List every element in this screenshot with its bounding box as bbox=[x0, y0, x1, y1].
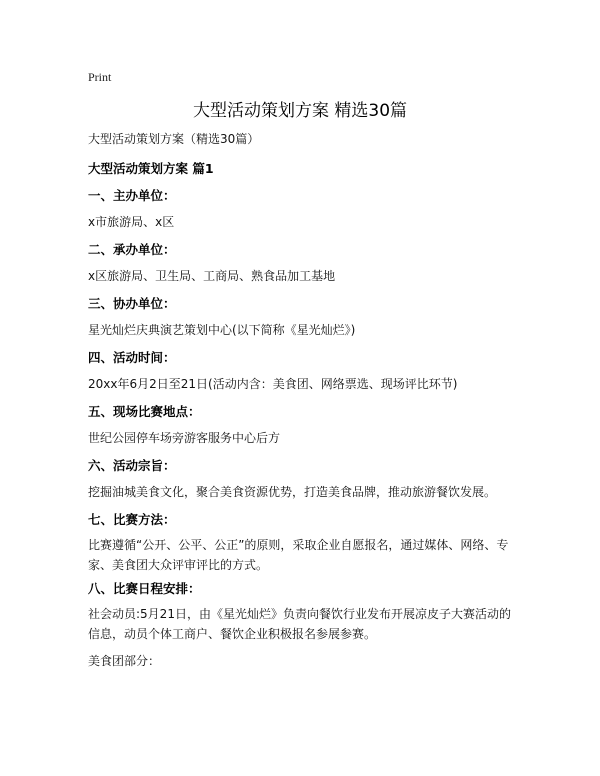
print-label: Print bbox=[88, 70, 112, 84]
section-text: 挖掘油城美食文化，聚合美食资源优势，打造美食品牌，推动旅游餐饮发展。 bbox=[88, 485, 497, 499]
section-text: 世纪公园停车场旁游客服务中心后方 bbox=[88, 431, 281, 445]
document-subtitle: 大型活动策划方案（精选30篇） bbox=[88, 132, 260, 146]
section-heading: 四、活动时间： bbox=[88, 350, 176, 365]
section-text: x市旅游局、x区 bbox=[88, 215, 175, 229]
section-heading: 八、比赛日程安排： bbox=[88, 581, 201, 596]
section-text: 社会动员:5月21日，由《星光灿烂》负责向餐饮行业发布开展凉皮子大赛活动的信息，动员个体工商户、餐饮企业积极报名参展参赛。 bbox=[88, 607, 511, 641]
document-title: 大型活动策划方案 精选30篇 bbox=[192, 101, 408, 121]
section-text: 20xx年6月2日至21日(活动内含：美食团、网络票选、现场评比环节) bbox=[88, 377, 458, 391]
trailing-text: 美食团部分： bbox=[88, 654, 161, 668]
section-text: x区旅游局、卫生局、工商局、熟食品加工基地 bbox=[88, 269, 336, 283]
article-title: 大型活动策划方案 篇1 bbox=[88, 161, 214, 176]
section-text: 比赛遵循“公开、公平、公正”的原则，采取企业自愿报名，通过媒体、网络、专家、美食团大众评审评比的方式。 bbox=[88, 538, 509, 572]
section-heading: 二、承办单位： bbox=[88, 242, 176, 257]
section-heading: 一、主办单位： bbox=[88, 188, 176, 203]
section-heading: 三、协办单位： bbox=[88, 296, 176, 311]
section-heading: 六、活动宗旨： bbox=[88, 458, 176, 473]
section-text: 星光灿烂庆典演艺策划中心(以下简称《星光灿烂》) bbox=[88, 323, 356, 337]
section-heading: 七、比赛方法： bbox=[88, 512, 176, 527]
section-heading: 五、现场比赛地点： bbox=[88, 404, 201, 419]
